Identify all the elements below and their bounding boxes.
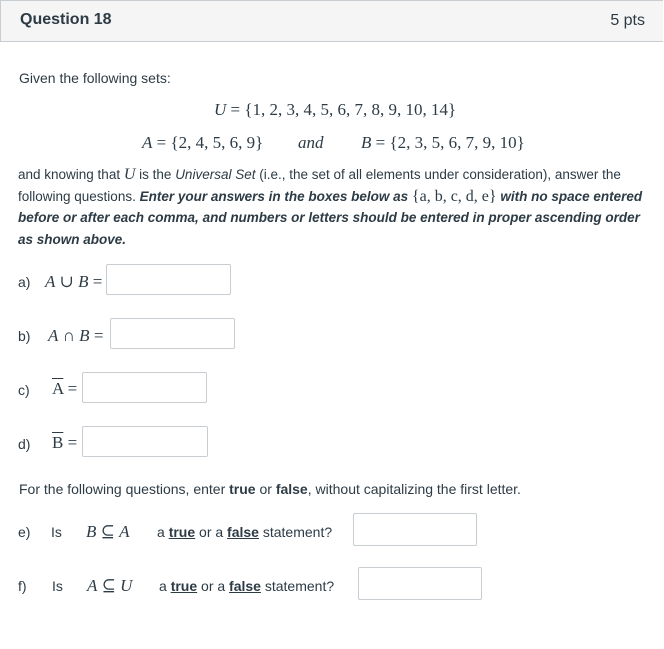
- set-a-value: {2, 4, 5, 6, 9}: [170, 133, 264, 152]
- question-a-label: a): [18, 274, 31, 290]
- prompt-text: statement?: [262, 524, 333, 540]
- true-keyword: true: [168, 524, 196, 540]
- equals-sign: =: [89, 326, 104, 345]
- universal-set-symbol: U: [214, 100, 227, 119]
- universal-set-term: Universal Set: [175, 167, 256, 182]
- false-keyword: false: [275, 481, 308, 497]
- set-a-symbol: A: [45, 272, 56, 291]
- question-e-prompt: [157, 524, 332, 540]
- equals-sign: =: [63, 433, 78, 452]
- equals-sign: =: [152, 133, 171, 152]
- universal-symbol-inline: U: [123, 166, 136, 183]
- equals-sign: =: [88, 272, 103, 291]
- answer-d-input[interactable]: [82, 426, 208, 457]
- instructions-text: and knowing that: [18, 167, 124, 182]
- answer-b-input[interactable]: [110, 318, 235, 349]
- set-b-equation: [361, 133, 525, 153]
- false-keyword: false: [227, 524, 259, 540]
- question-e-label: e): [18, 524, 31, 540]
- tf-instructions-text: , without capitalizing the first letter.: [307, 481, 521, 497]
- instructions-text: (i.e., the set of all elements under consideration), answer the following questions.: [18, 167, 621, 204]
- equals-sign: =: [63, 379, 78, 398]
- set-a-symbol: A: [142, 133, 153, 152]
- prompt-text: statement?: [264, 578, 335, 594]
- set-a-symbol: A: [119, 522, 130, 541]
- equals-sign: =: [226, 100, 245, 119]
- example-set: {a, b, c, d, e}: [411, 187, 497, 205]
- question-e-expression: [86, 522, 130, 542]
- answer-a-input[interactable]: [106, 264, 231, 295]
- instructions-text: is the: [139, 167, 176, 182]
- true-keyword: true: [170, 578, 198, 594]
- tf-instructions-text: For the following questions, enter: [19, 481, 230, 497]
- set-b-symbol: B: [78, 272, 89, 291]
- false-keyword: false: [229, 578, 261, 594]
- set-a-complement: $\overline{A}$: [52, 379, 64, 398]
- question-c-expression: [52, 379, 77, 399]
- answer-e-input[interactable]: [353, 513, 477, 546]
- true-keyword: true: [229, 481, 256, 497]
- question-title: Question 18: [20, 11, 112, 28]
- subset-operator: ⊆: [96, 522, 120, 541]
- and-conjunction: and: [298, 133, 324, 152]
- intro-text: Given the following sets:: [19, 70, 171, 86]
- prompt-text: or a: [201, 578, 226, 594]
- prompt-text: or a: [199, 524, 224, 540]
- question-f-expression: [87, 576, 132, 596]
- question-c-label: c): [18, 382, 30, 398]
- set-a-symbol: A: [87, 576, 98, 595]
- question-points: 5 pts: [610, 12, 645, 29]
- question-a-expression: [45, 272, 102, 292]
- question-f-is: Is: [52, 578, 63, 594]
- question-f-label: f): [18, 578, 27, 594]
- question-b-expression: [48, 326, 103, 346]
- union-operator: ∪: [55, 272, 79, 291]
- instructions-bold: Enter your answers in the boxes below as: [139, 188, 412, 204]
- universal-set-equation: [214, 100, 456, 120]
- set-b-symbol: B: [79, 326, 90, 345]
- universal-set-symbol: U: [120, 576, 133, 595]
- answer-f-input[interactable]: [358, 567, 482, 600]
- set-a-equation: [142, 133, 263, 153]
- question-e-is: Is: [51, 524, 62, 540]
- tf-instructions-text: or: [255, 481, 276, 497]
- prompt-text: a: [159, 578, 167, 594]
- tf-instructions: [19, 481, 521, 497]
- prompt-text: a: [157, 524, 165, 540]
- question-f-prompt: [159, 578, 334, 594]
- instructions-paragraph: [18, 164, 648, 250]
- question-b-label: b): [18, 328, 31, 344]
- set-b-symbol: B: [361, 133, 372, 152]
- answer-c-input[interactable]: [82, 372, 207, 403]
- instructions-bold: with no space entered before or after each comma, and numbers or letters should be entered in proper ascending order as shown above.: [18, 188, 643, 247]
- question-d-expression: [52, 433, 77, 453]
- question-header: [0, 0, 663, 42]
- subset-operator: ⊆: [97, 576, 121, 595]
- set-b-symbol: B: [86, 522, 97, 541]
- set-a-symbol: A: [48, 326, 59, 345]
- question-d-label: d): [18, 436, 31, 452]
- set-b-complement: $\overline{B}$: [52, 433, 64, 452]
- intersection-operator: ∩: [58, 326, 80, 345]
- set-b-value: {2, 3, 5, 6, 7, 9, 10}: [389, 133, 525, 152]
- universal-set-value: {1, 2, 3, 4, 5, 6, 7, 8, 9, 10, 14}: [244, 100, 457, 119]
- equals-sign: =: [371, 133, 390, 152]
